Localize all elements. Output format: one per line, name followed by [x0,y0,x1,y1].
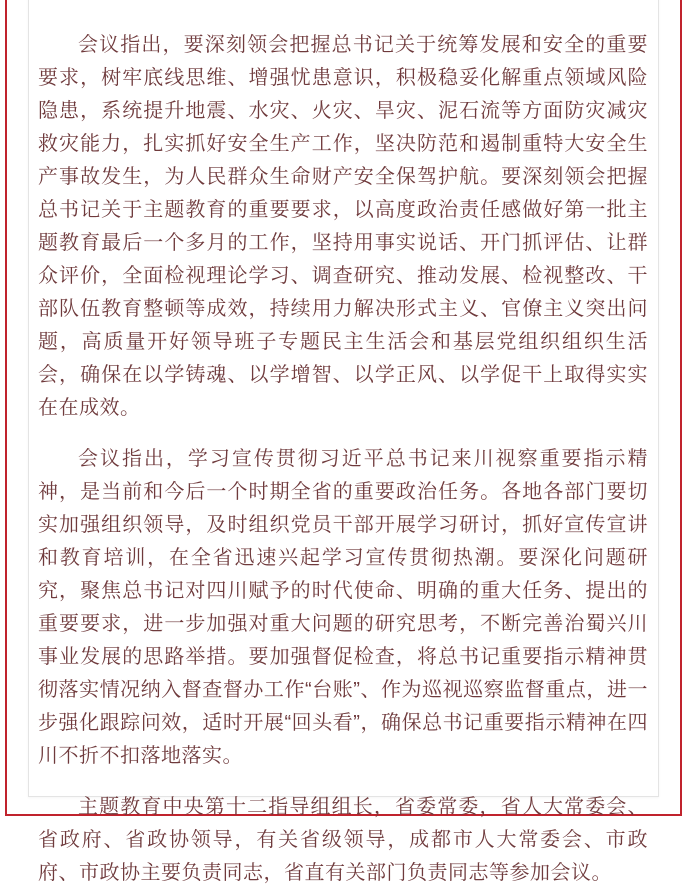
article-paragraph: 会议指出，要深刻领会把握总书记关于统筹发展和安全的重要要求，树牢底线思维、增强忧患意识，积极稳妥化解重点领域风险隐患，系统提升地震、水灾、火灾、旱灾、泥石流等方面防灾减灾救灾能力，扎实抓好安全生产工作，坚决防范和遏制重特大安全生产事故发生，为人民群众生命财产安全保驾护航。要深刻领会把握总书记关于主题教育的重要要求，以高度政治责任感做好第一批主题教育最后一个多月的工作，坚持用事实说话、开门抓评估、让群众评价，全面检视理论学习、调查研究、推动发展、检视整改、干部队伍教育整顿等成效，持续用力解决形式主义、官僚主义突出问题，高质量开好领导班子专题民主生活会和基层党组织组织生活会，确保在以学铸魂、以学增智、以学正风、以学促干上取得实实在在成效。 [38,34,648,419]
article-body [29,0,658,890]
article-card [28,0,659,884]
article-paragraph: 会议指出，学习宣传贯彻习近平总书记来川视察重要指示精神，是当前和今后一个时期全省的重要政治任务。各地各部门要切实加强组织领导，及时组织党员干部开展学习研讨，抓好宣传宣讲和教育培训，在全省迅速兴起学习宣传贯彻热潮。要深化问题研究，聚焦总书记对四川赋予的时代使命、明确的重大任务、提出的重要要求，进一步加强对重大问题的研究思考，不断完善治蜀兴川事业发展的思路举措。要加强督促检查，将总书记重要指示精神贯彻落实情况纳入督查督办工作“台账”、作为巡视巡察监督重点，进一步强化跟踪问效，适时开展“回头看”，确保总书记重要指示精神在四川不折不扣落地落实。 [38,448,648,767]
article-paragraph: 主题教育中央第十二指导组组长，省委常委，省人大常委会、省政府、省政协领导，有关省级领导，成都市人大常委会、市政府、市政协主要负责同志，省直有关部门负责同志等参加会议。 [38,796,648,884]
